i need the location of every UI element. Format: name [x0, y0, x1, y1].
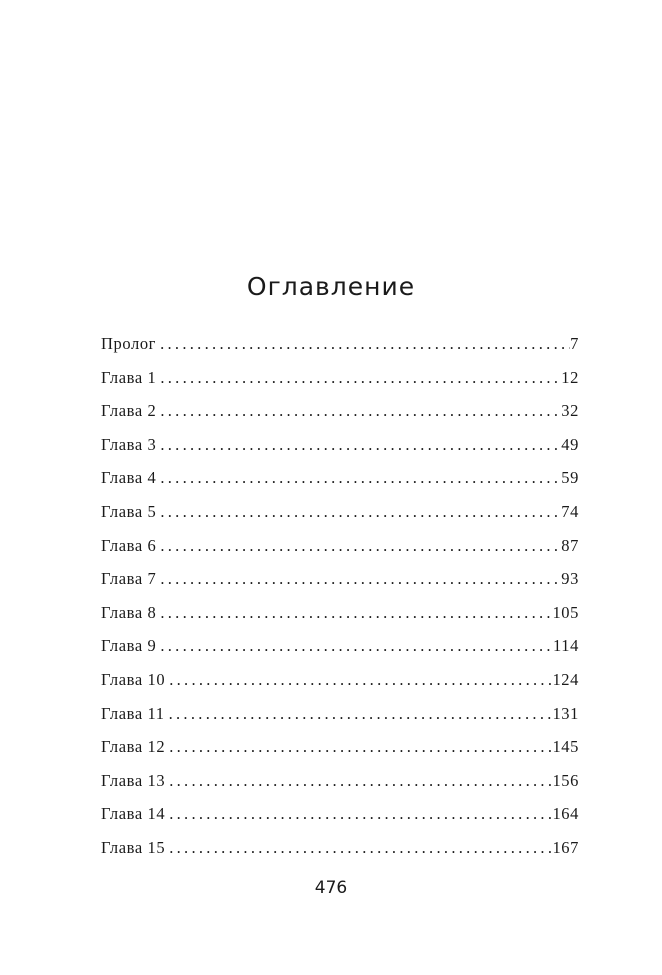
- toc-entry-label: Глава 6: [101, 535, 157, 555]
- toc-entry-page: 167: [552, 837, 579, 857]
- toc-leader-dots: [156, 401, 561, 421]
- toc-entry-chapter-14: [101, 804, 579, 838]
- toc-leader-dots: [165, 771, 552, 791]
- toc-entry-prologue: [101, 334, 579, 368]
- toc-entry-page: 124: [552, 669, 579, 689]
- toc-leader-dots: [156, 502, 561, 522]
- toc-entry-chapter-5: [101, 502, 579, 536]
- toc-leader-dots: [165, 838, 552, 858]
- toc-leader-dots: [165, 804, 552, 824]
- page-number: 476: [314, 878, 348, 898]
- toc-leader-dots: [156, 603, 552, 623]
- toc-entry-label: Глава 9: [101, 636, 157, 656]
- toc-entry-chapter-1: [101, 368, 579, 402]
- toc-entry-chapter-6: [101, 536, 579, 570]
- toc-entry-chapter-12: [101, 737, 579, 771]
- toc-entry-page: 105: [552, 602, 579, 622]
- toc-entry-chapter-2: [101, 401, 579, 435]
- toc-entry-page: 12: [561, 367, 579, 387]
- toc-entry-chapter-13: [101, 771, 579, 805]
- toc-entry-page: 7: [570, 334, 579, 353]
- toc-entry-page: 49: [561, 434, 579, 454]
- toc-entry-label: Пролог: [101, 334, 157, 353]
- toc-entry-page: 93: [561, 569, 579, 589]
- toc-entry-page: 156: [552, 770, 579, 790]
- toc-entry-label: Глава 11: [101, 703, 165, 723]
- toc-entry-chapter-4: [101, 468, 579, 502]
- toc-entry-chapter-7: [101, 569, 579, 603]
- toc-leader-dots: [156, 368, 561, 388]
- toc-leader-dots: [156, 536, 561, 556]
- toc-entry-chapter-8: [101, 603, 579, 637]
- toc-entry-label: Глава 7: [101, 569, 157, 589]
- toc-entry-label: Глава 5: [101, 501, 157, 521]
- toc-entry-page: 74: [561, 501, 579, 521]
- toc-entry-page: 59: [561, 468, 579, 488]
- toc-leader-dots: [165, 737, 552, 757]
- toc-entry-label: Глава 3: [101, 434, 157, 454]
- toc-entry-page: 164: [552, 804, 579, 824]
- toc-entry-chapter-9: [101, 636, 579, 670]
- toc-entry-label: Глава 2: [101, 401, 157, 421]
- toc-entry-page: 145: [552, 737, 579, 757]
- toc-entry-chapter-11: [101, 704, 579, 738]
- toc-leader-dots: [156, 569, 561, 589]
- toc-entry-chapter-10: [101, 670, 579, 704]
- toc-entry-page: 114: [553, 636, 579, 656]
- toc-leader-dots: [165, 704, 553, 724]
- toc-entry-label: Глава 8: [101, 602, 157, 622]
- toc-entry-label: Глава 14: [101, 804, 166, 824]
- toc-entry-label: Глава 13: [101, 770, 166, 790]
- toc-entry-page: 87: [561, 535, 579, 555]
- toc-entry-page: 131: [552, 703, 579, 723]
- toc-entry-chapter-15: [101, 838, 579, 872]
- toc-leader-dots: [156, 435, 561, 455]
- table-of-contents: [101, 334, 579, 872]
- toc-leader-dots: [165, 670, 552, 690]
- toc-leader-dots: [156, 468, 561, 488]
- toc-entry-label: Глава 12: [101, 737, 166, 757]
- toc-entry-label: Глава 15: [101, 837, 166, 857]
- toc-leader-dots: [156, 334, 570, 354]
- toc-entry-label: Глава 4: [101, 468, 157, 488]
- toc-entry-label: Глава 1: [101, 367, 157, 387]
- toc-entry-page: 32: [561, 401, 579, 421]
- toc-entry-label: Глава 10: [101, 669, 166, 689]
- toc-leader-dots: [156, 636, 553, 656]
- page-title: Оглавление: [246, 272, 416, 301]
- toc-entry-chapter-3: [101, 435, 579, 469]
